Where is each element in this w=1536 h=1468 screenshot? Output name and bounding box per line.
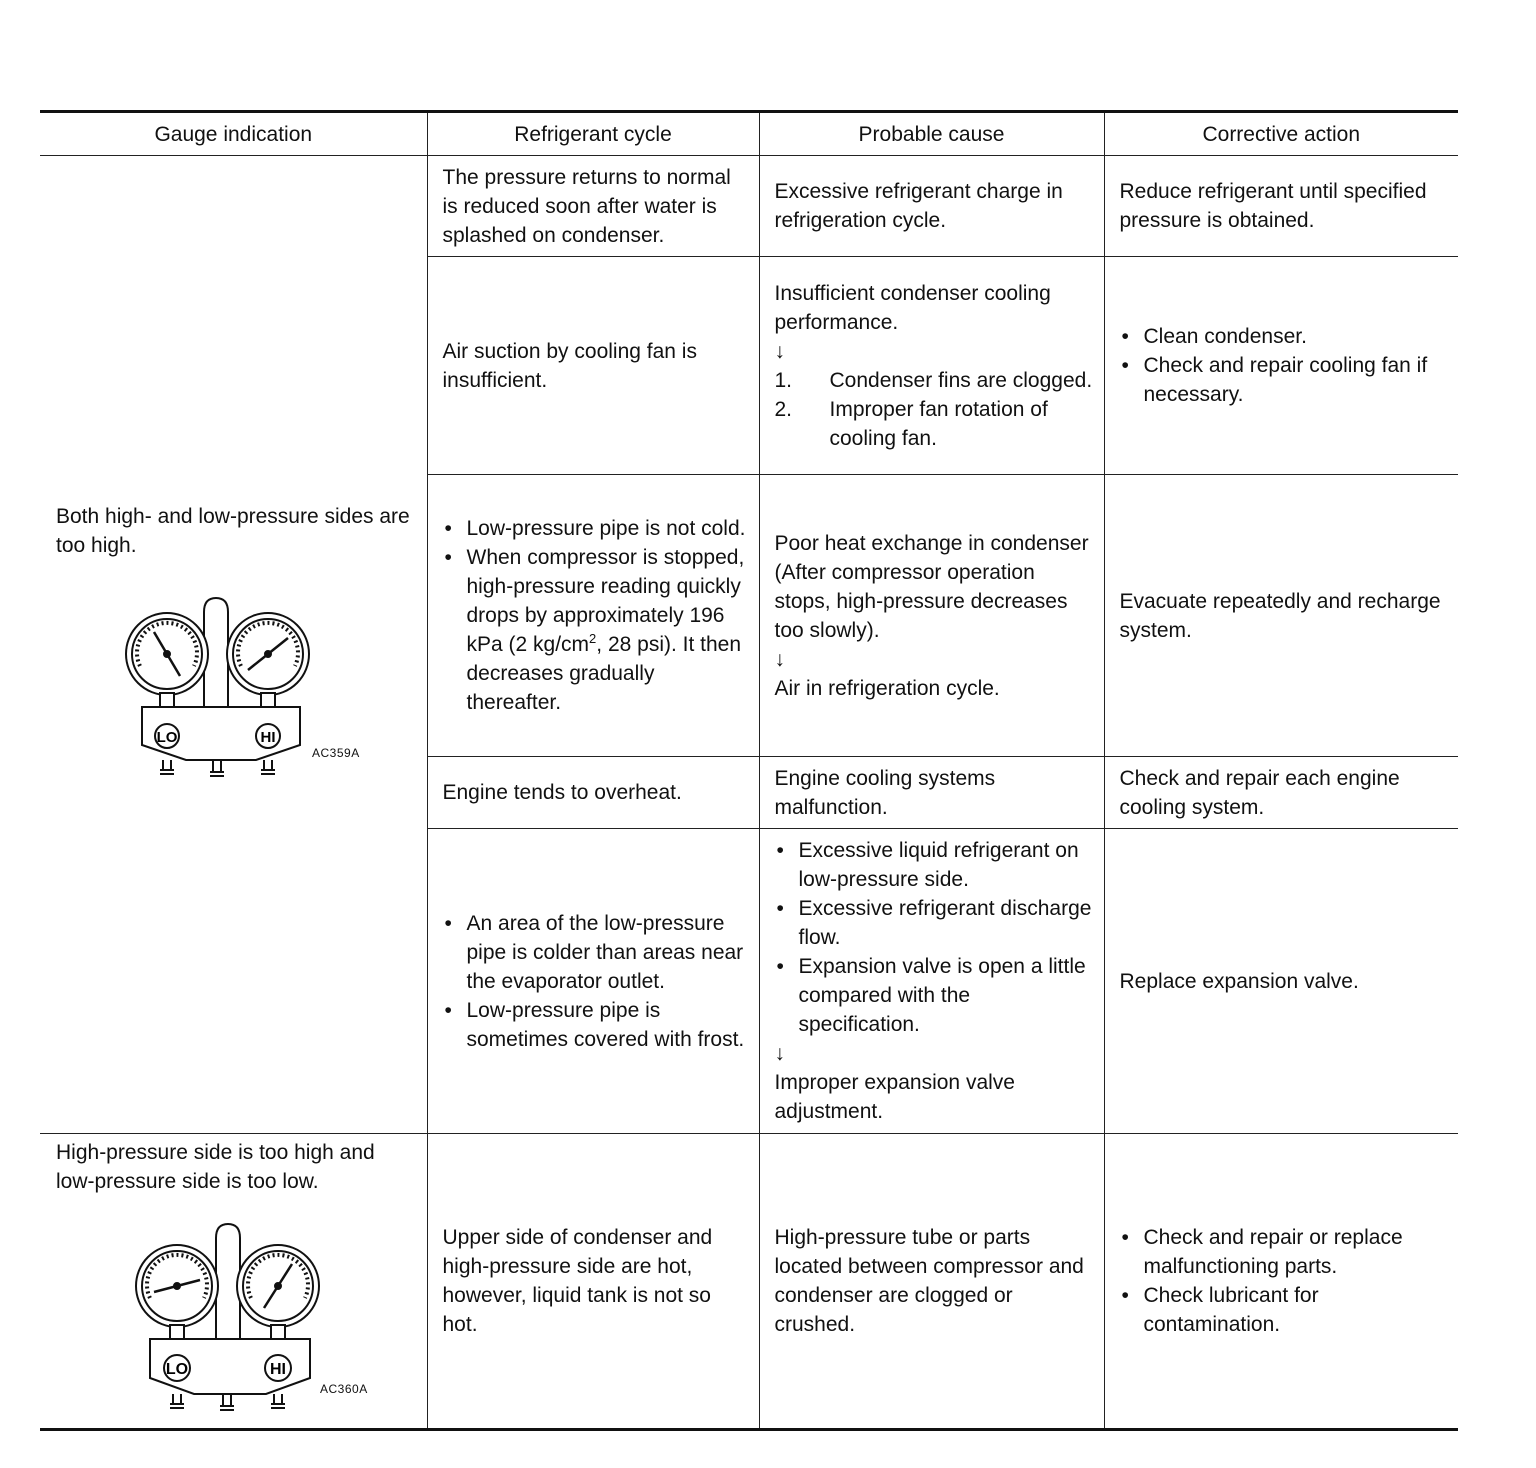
gauge-indication-cell <box>40 156 427 1134</box>
probable-cause-cell: Excessive refrigerant charge in refrigeration cycle. <box>759 156 1104 257</box>
header-probable-cause: Probable cause <box>759 112 1104 156</box>
header-gauge-indication: Gauge indication <box>40 112 427 156</box>
gauge-indication-text: Both high- and low-pressure sides are too high. <box>56 504 410 557</box>
figure-code: AC360A <box>320 1382 368 1396</box>
cycle-bullet-list <box>443 909 751 1054</box>
header-row <box>40 112 1458 156</box>
cause-numbered-list <box>775 366 1096 453</box>
list-item: 2. Improper fan rotation of cooling fan. <box>774 397 1048 450</box>
list-item: • Check and repair cooling fan if necessary. <box>1120 351 1459 409</box>
list-item: • Expansion valve is open a little compared with the specification. <box>775 952 1096 1039</box>
refrigerant-cycle-cell: Engine tends to overheat. <box>427 757 759 829</box>
corrective-action-cell <box>1104 257 1458 475</box>
action-bullet-list <box>1120 322 1459 409</box>
table-row <box>40 156 1458 257</box>
list-item: • Check lubricant for contamination. <box>1120 1281 1459 1339</box>
probable-cause-cell <box>759 257 1104 475</box>
refrigerant-cycle-cell: The pressure returns to normal is reduced soon after water is splashed on condenser. <box>427 156 759 257</box>
down-arrow-icon: ↓ <box>774 1042 785 1065</box>
list-item: • When compressor is stopped, high-pressure reading quickly drops by approximately 196 kPa (2 $kg/cm^2$, 28 psi). It then decreases gradually thereafter. <box>443 543 751 717</box>
probable-cause-cell <box>759 829 1104 1134</box>
corrective-action-cell: Check and repair each engine cooling system. <box>1104 757 1458 829</box>
list-item: • Clean condenser. <box>1120 322 1459 351</box>
hi-label: HI <box>270 1361 286 1378</box>
cause-bullet-list <box>775 836 1096 1039</box>
action-bullet-list <box>1120 1223 1459 1339</box>
cause-line: Air in refrigeration cycle. <box>774 676 1000 700</box>
refrigerant-cycle-cell: Air suction by cooling fan is insufficient. <box>427 257 759 475</box>
corrective-action-cell: Replace expansion valve. <box>1104 829 1458 1134</box>
list-item: • An area of the low-pressure pipe is colder than areas near the evaporator outlet. <box>443 909 751 996</box>
list-item: 1. Condenser fins are clogged. <box>774 368 1093 392</box>
table-row <box>40 1134 1458 1430</box>
cause-line: Poor heat exchange in condenser <box>774 531 1089 555</box>
probable-cause-cell: Engine cooling systems malfunction. <box>759 757 1104 829</box>
manifold-gauge-figure <box>56 1206 376 1424</box>
cause-line: Improper expansion valve adjustment. <box>774 1071 1015 1123</box>
corrective-action-cell <box>1104 1134 1458 1430</box>
gauge-indication-text: High-pressure side is too high and low-pressure side is too low. <box>56 1141 375 1193</box>
cycle-bullet-list <box>443 514 751 717</box>
gauge-indication-cell <box>40 1134 427 1430</box>
list-item: • Check and repair or replace malfunctioning parts. <box>1120 1223 1459 1281</box>
figure-code: AC359A <box>312 745 360 760</box>
list-item: • Low-pressure pipe is not cold. <box>443 514 751 543</box>
down-arrow-icon: ↓ <box>774 339 785 363</box>
refrigerant-cycle-cell: Upper side of condenser and high-pressure side are hot, however, liquid tank is not so hot. <box>427 1134 759 1430</box>
header-corrective-action: Corrective action <box>1104 112 1458 156</box>
cause-line: (After compressor operation stops, high-pressure decreases too slowly). <box>774 560 1068 642</box>
diagnosis-table <box>40 110 1458 1431</box>
corrective-action-cell: Evacuate repeatedly and recharge system. <box>1104 475 1458 757</box>
corrective-action-cell: Reduce refrigerant until specified pressure is obtained. <box>1104 156 1458 257</box>
list-item: • Excessive refrigerant discharge flow. <box>775 894 1096 952</box>
lo-label: LO <box>165 1361 189 1378</box>
probable-cause-cell: High-pressure tube or parts located between compressor and condenser are clogged or crushed. <box>759 1134 1104 1430</box>
lo-label: LO <box>156 728 178 746</box>
list-item: • Excessive liquid refrigerant on low-pressure side. <box>775 836 1096 894</box>
probable-cause-cell <box>759 475 1104 757</box>
list-item: • Low-pressure pipe is sometimes covered with frost. <box>443 996 751 1054</box>
hi-label: HI <box>260 728 276 746</box>
cause-intro: Insufficient condenser cooling performance. <box>774 281 1051 334</box>
refrigerant-cycle-cell <box>427 475 759 757</box>
down-arrow-icon: ↓ <box>774 647 785 671</box>
header-refrigerant-cycle: Refrigerant cycle <box>427 112 759 156</box>
manifold-gauge-figure <box>56 570 376 788</box>
refrigerant-cycle-cell <box>427 829 759 1134</box>
